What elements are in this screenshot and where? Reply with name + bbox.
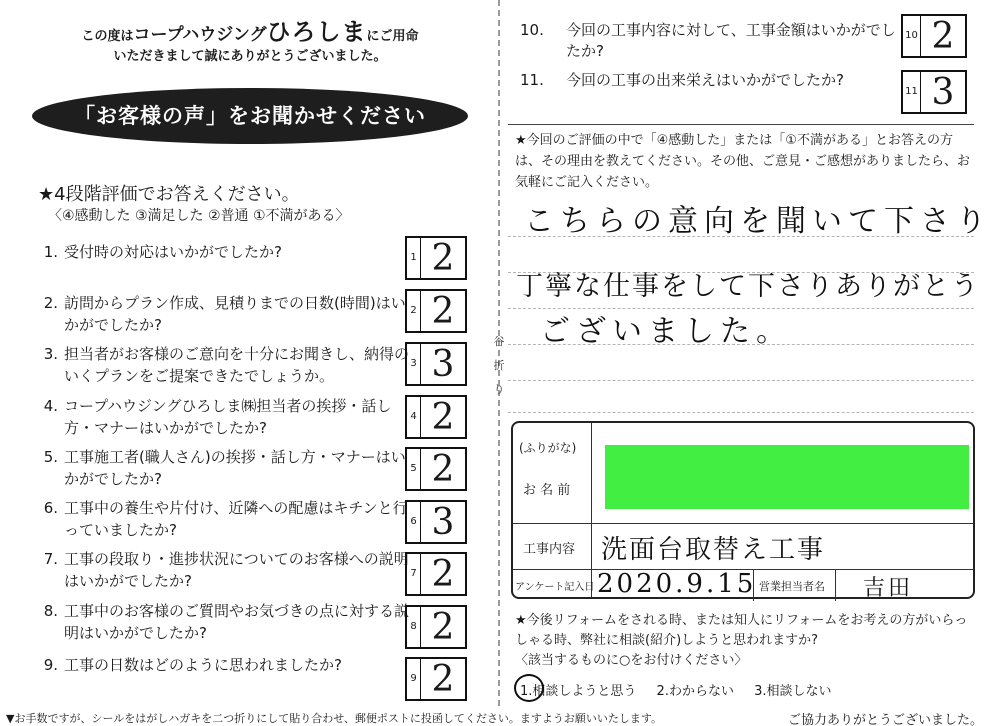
question-text: コープハウジングひろしま㈱担当者の挨拶・話し方・マナーはいかがでしたか?	[64, 397, 392, 437]
fold-label	[492, 330, 506, 402]
question-text: 工事の日数はどのように思われましたか?	[64, 656, 342, 674]
score-box-1[interactable]	[405, 236, 467, 280]
selected-option-circle-mark	[514, 674, 544, 702]
question-number: 3.	[43, 345, 58, 363]
score-box-index: 5	[407, 449, 421, 489]
score-value: 3	[431, 502, 455, 543]
score-box-index: 2	[407, 291, 421, 331]
score-box-7[interactable]	[405, 552, 467, 596]
fold-char: り	[493, 383, 505, 396]
score-value: 2	[431, 397, 455, 438]
score-box-index: 9	[407, 659, 421, 699]
score-box-index: 7	[407, 554, 421, 594]
table-column-divider	[591, 423, 592, 597]
question-number: 6.	[43, 499, 58, 517]
referral-options	[520, 680, 848, 699]
question-number: 9.	[43, 656, 58, 674]
referral-option-2[interactable]: 2.わからない	[656, 684, 734, 699]
score-box-8[interactable]	[405, 605, 467, 649]
question-text: 担当者がお客様のご意向を十分にお聞きし、納得のいくプランをご提案できたでしょうか。	[64, 345, 410, 385]
fold-char: 折	[493, 359, 505, 372]
work-content-value: 洗面台取替え工事	[601, 535, 826, 565]
intro-prefix: この度は	[81, 29, 134, 44]
question-number: 4.	[43, 397, 58, 415]
score-box-index: 3	[407, 344, 421, 384]
score-box-5[interactable]	[405, 447, 467, 491]
survey-date-label: アンケート記入日	[515, 582, 595, 593]
question-text: 工事中のお客様のご質問やお気づきの点に対する説明はいかがでしたか?	[64, 602, 410, 642]
fold-char: 谷	[493, 335, 505, 348]
table-row-divider	[513, 523, 973, 524]
score-value: 2	[931, 16, 955, 57]
intro-line2: いただきまして誠にありがとうございました。	[113, 49, 387, 64]
mailing-instructions: ▼お手数ですが、シールをはがしハガキを二つ折りにして貼り合わせ、郵便ポストに投函してください。ますようお願いいたします。	[6, 712, 663, 725]
comment-prompt: ★今回のご評価の中で「④感動した」または「①不満がある」とお答えの方は、その理由を教えてください。その他、ご意見・ご感想がありましたら、お気軽にご記入ください。	[515, 133, 971, 190]
question-number: 2.	[43, 294, 58, 312]
brand-katakana: コープハウジング	[133, 25, 267, 45]
referral-prompt	[515, 611, 975, 671]
name-label: お 名 前	[523, 483, 571, 498]
section-divider	[508, 124, 974, 125]
score-value: 2	[431, 449, 455, 490]
score-box-index: 4	[407, 397, 421, 437]
referral-option-3[interactable]: 3.相談しない	[754, 684, 832, 699]
question-text: 受付時の対応はいかがでしたか?	[64, 243, 282, 261]
rating-scale-legend: 〈④感動した ③満足した ②普通 ①不満がある〉	[48, 208, 350, 224]
question-text: 今回の工事内容に対して、工事金額はいかがでしたか?	[566, 21, 896, 60]
score-box-6[interactable]	[405, 500, 467, 544]
customer-voice-banner: 「お客様の声」をお聞かせください	[32, 88, 468, 144]
question-text: 訪問からプラン作成、見積りまでの日数(時間)はいかがでしたか?	[64, 294, 406, 334]
question-text: 工事施工者(職人さん)の挨拶・話し方・マナーはいかがでしたか?	[64, 448, 406, 488]
score-value: 2	[431, 238, 455, 279]
score-box-index: 11	[903, 72, 921, 112]
question-text: 今回の工事の出来栄えはいかがでしたか?	[566, 71, 844, 89]
thank-you-note: ご協力ありがとうございました。	[788, 713, 984, 726]
referral-instruction: 〈該当するものに○をお付けください〉	[515, 653, 748, 668]
score-box-index: 8	[407, 607, 421, 647]
brand-hiragana: ひろしま	[266, 18, 367, 46]
handwritten-comment-line-2: 丁寧な仕事をして下さりありがとう	[516, 271, 980, 302]
score-value: 2	[431, 554, 455, 595]
score-box-2[interactable]	[405, 289, 467, 333]
referral-option-1[interactable]: 1.相談しようと思う	[520, 684, 637, 699]
comment-ruled-line	[508, 412, 974, 413]
comment-ruled-line	[508, 380, 974, 381]
score-box-9[interactable]	[405, 657, 467, 701]
score-value: 2	[431, 659, 455, 700]
sales-rep-value: 吉田	[863, 576, 914, 601]
score-box-10[interactable]	[901, 14, 967, 58]
table-column-divider	[835, 569, 836, 601]
intro-message	[40, 18, 460, 67]
referral-question: ★今後リフォームをされる時、または知人にリフォームをお考えの方がいらっしゃる時、弊社に相談(紹介)しようと思われますか?	[515, 613, 968, 648]
score-box-4[interactable]	[405, 395, 467, 439]
score-value: 3	[431, 344, 455, 385]
work-content-label: 工事内容	[523, 542, 576, 557]
score-value: 3	[931, 72, 955, 113]
question-text: 工事中の養生や片付け、近隣への配慮はキチンと行っていましたか?	[64, 499, 408, 539]
handwritten-comment-line-3: ございました。	[540, 314, 792, 349]
survey-date-value: 2020.9.15	[597, 569, 757, 599]
question-number: 5.	[43, 448, 58, 466]
section-title: ★4段階評価でお答えください。	[38, 184, 300, 205]
question-text: 工事の段取り・進捗状況についてのお客様への説明はいかがでしたか?	[64, 550, 409, 590]
score-box-11[interactable]	[901, 70, 967, 114]
intro-suffix: にご用命	[366, 29, 419, 44]
score-box-3[interactable]	[405, 342, 467, 386]
question-number: 7.	[43, 550, 58, 568]
question-number: 8.	[43, 602, 58, 620]
score-box-index: 10	[903, 16, 921, 56]
question-number: 1.	[43, 243, 58, 261]
sales-rep-label: 営業担当者名	[759, 580, 825, 593]
score-box-index: 6	[407, 502, 421, 542]
score-value: 2	[431, 291, 455, 332]
score-value: 2	[431, 607, 455, 648]
question-number: 10.	[520, 21, 544, 39]
question-number: 11.	[520, 71, 544, 89]
handwritten-comment-line-1: こちらの意向を聞いて下さり	[524, 204, 992, 239]
redacted-name-block	[605, 445, 969, 509]
score-box-index: 1	[407, 238, 421, 278]
furigana-label: (ふりがな)	[519, 441, 577, 455]
